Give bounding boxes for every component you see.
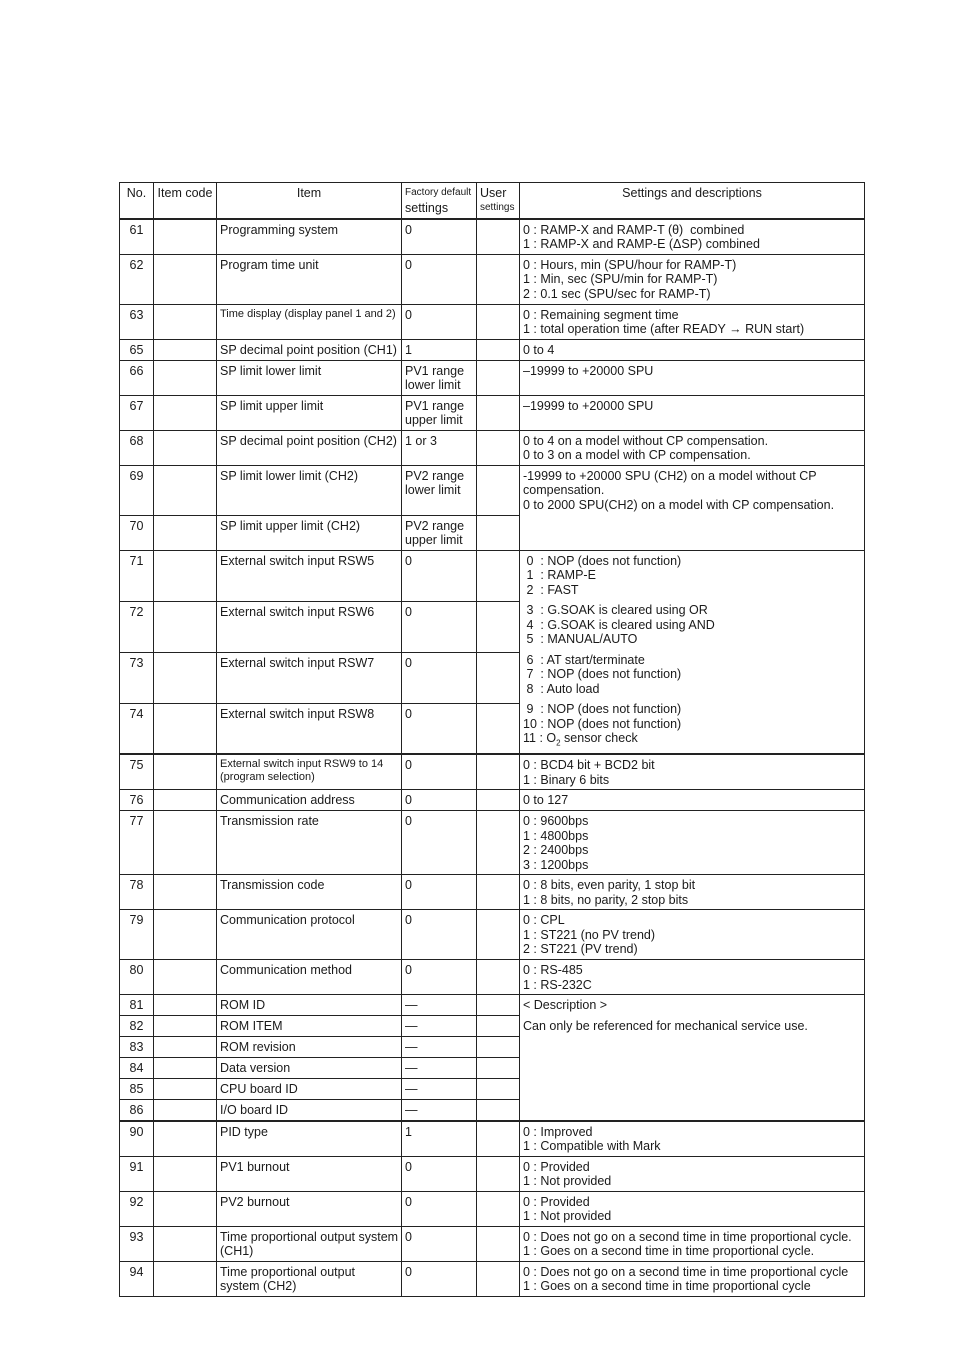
row-description [520, 219, 865, 255]
row-item: SP limit lower limit (CH2) [217, 465, 402, 515]
desc-line: 0 : Hours, min (SPU/hour for RAMP-T) [523, 257, 737, 272]
row-item-code [154, 790, 217, 811]
row-item: External switch input RSW5 [217, 550, 402, 601]
row-no: 81 [120, 995, 154, 1016]
desc-line: 0 to 4 on a model without CP compensation. [523, 433, 769, 448]
row-item-code [154, 703, 217, 754]
row-item-code [154, 1226, 217, 1261]
header-settings: Settings and descriptions [520, 183, 865, 219]
row-item: Transmission code [217, 875, 402, 910]
row-no: 73 [120, 652, 154, 703]
row-no: 78 [120, 875, 154, 910]
row-default [402, 360, 477, 395]
table-row [120, 1191, 865, 1226]
row-user-setting [477, 1037, 520, 1058]
header-item-code: Item code [154, 183, 217, 219]
table-row [120, 395, 865, 430]
row-user-setting [477, 875, 520, 910]
row-no: 82 [120, 1016, 154, 1037]
header-row [120, 183, 865, 219]
row-item: PV2 burnout [217, 1191, 402, 1226]
row-description [520, 304, 865, 339]
desc-line: -19999 to +20000 SPU (CH2) on a model without CP [523, 468, 817, 483]
row-item: ROM ITEM [217, 1016, 402, 1037]
row-default: 0 [402, 875, 477, 910]
row-description [520, 254, 865, 304]
table-row [120, 811, 865, 875]
desc-line: 1 : Not provided [523, 1174, 612, 1188]
desc-text: Can only be referenced for mechanical service use. [523, 1018, 808, 1033]
desc-line: 1 : Goes on a second time in time proportional cycle. [523, 1244, 815, 1258]
row-item-code [154, 995, 217, 1016]
row-user-setting [477, 430, 520, 465]
row-user-setting [477, 601, 520, 652]
desc-line: 0 : Does not go on a second time in time proportional cycle. [523, 1229, 852, 1244]
row-item-code [154, 875, 217, 910]
row-item: I/O board ID [217, 1100, 402, 1121]
row-item-code [154, 811, 217, 875]
desc-line: 8 : Auto load [523, 681, 600, 696]
desc-suffix: sensor check [560, 731, 638, 745]
row-item-code [154, 430, 217, 465]
row-description [520, 339, 865, 360]
row-no: 69 [120, 465, 154, 515]
desc-line: 1 : Min, sec (SPU/min for RAMP-T) [523, 272, 718, 286]
desc-line: 1 : 4800bps [523, 828, 589, 843]
row-no: 71 [120, 550, 154, 601]
row-user-setting [477, 960, 520, 995]
default-line: lower limit [405, 483, 461, 497]
row-item: Communication method [217, 960, 402, 995]
row-item [217, 1261, 402, 1296]
desc-line: 0 : Remaining segment time [523, 307, 679, 322]
row-default: 0 [402, 1156, 477, 1191]
item-line: (CH1) [220, 1244, 254, 1258]
row-item-code [154, 1156, 217, 1191]
table-row [120, 960, 865, 995]
default-line: PV2 range [405, 518, 465, 533]
default-line: PV1 range [405, 363, 465, 378]
row-description [520, 465, 865, 550]
row-user-setting [477, 790, 520, 811]
row-user-setting [477, 550, 520, 601]
row-item-code [154, 219, 217, 255]
row-no: 90 [120, 1121, 154, 1157]
table-row [120, 995, 865, 1016]
parameter-table [119, 182, 865, 1297]
header-factory-default-line2: settings [405, 200, 449, 215]
desc-line: 1 : Compatible with Mark [523, 1139, 661, 1153]
row-user-setting [477, 395, 520, 430]
row-no: 62 [120, 254, 154, 304]
row-user-setting [477, 339, 520, 360]
desc-line: 1 : Binary 6 bits [523, 772, 610, 787]
table-row [120, 1156, 865, 1191]
row-user-setting [477, 1156, 520, 1191]
table-row [120, 910, 865, 960]
item-line: Time proportional output system [220, 1229, 399, 1244]
row-item: SP decimal point position (CH2) [217, 430, 402, 465]
row-item-code [154, 960, 217, 995]
row-no: 70 [120, 515, 154, 550]
row-default: 0 [402, 790, 477, 811]
header-user-line2: settings [480, 201, 515, 213]
desc-line: 0 to 2000 SPU(CH2) on a model with CP compensation. [523, 497, 835, 512]
row-description [520, 875, 865, 910]
row-description [520, 1191, 865, 1226]
row-user-setting [477, 515, 520, 550]
desc-line: 2 : 2400bps [523, 843, 589, 857]
row-item-code [154, 465, 217, 515]
row-user-setting [477, 1261, 520, 1296]
row-no: 75 [120, 754, 154, 790]
row-no: 86 [120, 1100, 154, 1121]
desc-line: 1 : Not provided [523, 1209, 612, 1223]
row-default: 0 [402, 304, 477, 339]
row-description [520, 910, 865, 960]
row-description [520, 1261, 865, 1296]
row-item-code [154, 601, 217, 652]
row-description [520, 430, 865, 465]
row-description [520, 811, 865, 875]
default-line: PV1 range [405, 398, 465, 413]
desc-line: 0 : RAMP-X and RAMP-T (θ) combined [523, 222, 745, 237]
row-description [520, 790, 865, 811]
row-item: ROM ID [217, 995, 402, 1016]
row-item [217, 754, 402, 790]
row-item-code [154, 754, 217, 790]
desc-line: 5 : MANUAL/AUTO [523, 632, 638, 646]
desc-line: 6 : AT start/terminate [523, 652, 645, 667]
row-no: 68 [120, 430, 154, 465]
desc-line: –19999 to +20000 SPU [523, 398, 654, 413]
row-item: CPU board ID [217, 1079, 402, 1100]
table-row [120, 875, 865, 910]
table-row [120, 360, 865, 395]
row-user-setting [477, 910, 520, 960]
table-row [120, 339, 865, 360]
row-item-code [154, 1261, 217, 1296]
row-item-code [154, 360, 217, 395]
desc-line: 0 : BCD4 bit + BCD2 bit [523, 758, 655, 772]
row-default: 1 or 3 [402, 430, 477, 465]
table-row [120, 550, 865, 601]
row-item-code [154, 515, 217, 550]
header-factory-default [402, 183, 477, 219]
row-item-code [154, 304, 217, 339]
desc-line: –19999 to +20000 SPU [523, 363, 654, 378]
item-line: Time proportional output [220, 1264, 356, 1279]
row-no: 72 [120, 601, 154, 652]
row-user-setting [477, 1121, 520, 1157]
row-item-code [154, 1016, 217, 1037]
desc-line: 1 : total operation time (after READY → RUN start) [523, 322, 805, 336]
desc-line: 0 : 9600bps [523, 814, 589, 828]
desc-line: 0 : RS-485 [523, 963, 583, 977]
row-item: SP decimal point position (CH1) [217, 339, 402, 360]
row-user-setting [477, 254, 520, 304]
row-item: SP limit upper limit [217, 395, 402, 430]
default-line: upper limit [405, 413, 463, 427]
row-user-setting [477, 1191, 520, 1226]
row-item: External switch input RSW8 [217, 703, 402, 754]
row-default: 0 [402, 601, 477, 652]
row-item: SP limit lower limit [217, 360, 402, 395]
row-user-setting [477, 1016, 520, 1037]
header-factory-default-line1: Factory default [405, 187, 472, 198]
desc-line: 1 : 8 bits, no parity, 2 stop bits [523, 892, 689, 907]
row-no: 92 [120, 1191, 154, 1226]
default-line: lower limit [405, 378, 461, 392]
row-no: 83 [120, 1037, 154, 1058]
desc-title: < Description > [523, 998, 608, 1012]
row-user-setting [477, 304, 520, 339]
row-item-code [154, 254, 217, 304]
row-item: External switch input RSW6 [217, 601, 402, 652]
row-item-code [154, 1191, 217, 1226]
row-user-setting [477, 811, 520, 875]
item-line: system (CH2) [220, 1279, 297, 1293]
desc-line: 0 : Improved [523, 1124, 593, 1139]
desc-line: compensation. [523, 483, 605, 497]
row-default: 0 [402, 1191, 477, 1226]
row-no: 91 [120, 1156, 154, 1191]
row-default: 1 [402, 1121, 477, 1157]
desc-line: 0 : Provided [523, 1159, 590, 1174]
row-no: 94 [120, 1261, 154, 1296]
row-default: 0 [402, 550, 477, 601]
row-item-code [154, 1121, 217, 1157]
row-item: PID type [217, 1121, 402, 1157]
row-user-setting [477, 219, 520, 255]
desc-line: 0 : Provided [523, 1194, 590, 1209]
row-item: SP limit upper limit (CH2) [217, 515, 402, 550]
row-item: Communication protocol [217, 910, 402, 960]
row-description [520, 995, 865, 1121]
row-default: — [402, 1058, 477, 1079]
row-item: Communication address [217, 790, 402, 811]
row-user-setting [477, 652, 520, 703]
row-no: 85 [120, 1079, 154, 1100]
desc-line: 4 : G.SOAK is cleared using AND [523, 617, 715, 632]
header-user-settings [477, 183, 520, 219]
row-no: 76 [120, 790, 154, 811]
table-row [120, 219, 865, 255]
table-row [120, 1261, 865, 1296]
desc-line: 10 : NOP (does not function) [523, 716, 682, 731]
row-default: 0 [402, 219, 477, 255]
row-item-code [154, 1037, 217, 1058]
desc-line: 0 to 3 on a model with CP compensation. [523, 448, 751, 462]
row-item-code [154, 339, 217, 360]
row-default [402, 465, 477, 515]
row-user-setting [477, 360, 520, 395]
desc-line: 7 : NOP (does not function) [523, 667, 682, 681]
desc-line: 1 : RAMP-X and RAMP-E (ΔSP) combined [523, 237, 760, 251]
row-description [520, 360, 865, 395]
header-item: Item [217, 183, 402, 219]
row-no: 84 [120, 1058, 154, 1079]
table-row [120, 430, 865, 465]
table-row [120, 754, 865, 790]
row-description [520, 550, 865, 754]
row-no: 79 [120, 910, 154, 960]
header-user-line1: User [480, 186, 507, 200]
desc-line-o2 [523, 731, 861, 751]
row-description [520, 960, 865, 995]
desc-line: 0 to 127 [523, 793, 569, 807]
desc-line: 0 : CPL [523, 913, 565, 927]
row-item: PV1 burnout [217, 1156, 402, 1191]
desc-line: 0 : NOP (does not function) [523, 553, 682, 568]
row-item: Program time unit [217, 254, 402, 304]
desc-line: 2 : ST221 (PV trend) [523, 942, 638, 956]
desc-line: 9 : NOP (does not function) [523, 702, 682, 716]
row-user-setting [477, 703, 520, 754]
row-item [217, 1226, 402, 1261]
desc-line: 1 : ST221 (no PV trend) [523, 927, 656, 942]
row-no: 77 [120, 811, 154, 875]
row-no: 93 [120, 1226, 154, 1261]
row-no: 67 [120, 395, 154, 430]
table-row [120, 1226, 865, 1261]
row-user-setting [477, 754, 520, 790]
table-row [120, 465, 865, 515]
row-user-setting [477, 995, 520, 1016]
row-default: — [402, 995, 477, 1016]
header-no: No. [120, 183, 154, 219]
desc-line: 2 : FAST [523, 582, 579, 597]
row-item-code [154, 1100, 217, 1121]
row-no: 61 [120, 219, 154, 255]
row-description [520, 754, 865, 790]
desc-line: 3 : 1200bps [523, 857, 589, 872]
row-default: 0 [402, 960, 477, 995]
row-item-code [154, 652, 217, 703]
row-default: 0 [402, 811, 477, 875]
row-default: — [402, 1037, 477, 1058]
row-no: 66 [120, 360, 154, 395]
desc-line: 1 : RAMP-E [523, 568, 596, 582]
row-item: Transmission rate [217, 811, 402, 875]
row-item-code [154, 550, 217, 601]
row-item-code [154, 910, 217, 960]
table-row [120, 1121, 865, 1157]
row-default: 0 [402, 910, 477, 960]
default-line: upper limit [405, 533, 463, 547]
table-row [120, 254, 865, 304]
row-user-setting [477, 1058, 520, 1079]
row-item-code [154, 395, 217, 430]
row-default: 0 [402, 652, 477, 703]
table-row [120, 790, 865, 811]
row-item: Programming system [217, 219, 402, 255]
row-no: 63 [120, 304, 154, 339]
row-default: 1 [402, 339, 477, 360]
desc-line: 2 : 0.1 sec (SPU/sec for RAMP-T) [523, 286, 711, 301]
row-description [520, 1121, 865, 1157]
row-default: 0 [402, 254, 477, 304]
desc-line: 3 : G.SOAK is cleared using OR [523, 603, 708, 617]
row-no: 65 [120, 339, 154, 360]
row-user-setting [477, 1100, 520, 1121]
desc-prefix: 11 : O [523, 731, 557, 745]
row-item: Data version [217, 1058, 402, 1079]
row-item-code [154, 1079, 217, 1100]
row-user-setting [477, 1079, 520, 1100]
item-line: External switch input RSW9 to 14 [220, 758, 384, 770]
desc-line: 0 : 8 bits, even parity, 1 stop bit [523, 878, 696, 892]
row-no: 74 [120, 703, 154, 754]
desc-subscript: 2 [556, 738, 561, 748]
row-description [520, 1156, 865, 1191]
desc-line: 0 : Does not go on a second time in time proportional cycle [523, 1264, 849, 1279]
table-row [120, 304, 865, 339]
desc-line: 1 : Goes on a second time in time proportional cycle [523, 1279, 811, 1293]
item-line: (program selection) [220, 771, 315, 783]
default-line: PV2 range [405, 468, 465, 483]
row-default [402, 515, 477, 550]
row-description [520, 1226, 865, 1261]
row-no: 80 [120, 960, 154, 995]
row-item: Time display (display panel 1 and 2) [217, 304, 402, 339]
row-user-setting [477, 465, 520, 515]
row-user-setting [477, 1226, 520, 1261]
row-default: 0 [402, 1226, 477, 1261]
row-item-code [154, 1058, 217, 1079]
row-default: 0 [402, 703, 477, 754]
row-default: — [402, 1079, 477, 1100]
row-item: External switch input RSW7 [217, 652, 402, 703]
row-item: ROM revision [217, 1037, 402, 1058]
desc-line: 0 to 4 [523, 342, 555, 357]
row-default: 0 [402, 1261, 477, 1296]
desc-line: 1 : RS-232C [523, 977, 592, 992]
row-default: — [402, 1100, 477, 1121]
row-description [520, 395, 865, 430]
row-default [402, 395, 477, 430]
row-default: — [402, 1016, 477, 1037]
row-default: 0 [402, 754, 477, 790]
